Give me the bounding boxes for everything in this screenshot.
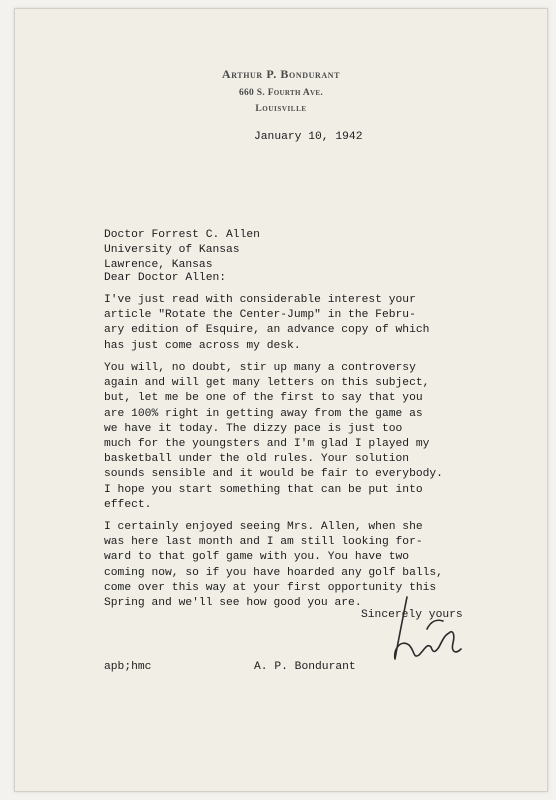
text-line: much for the youngsters and I'm glad I played my	[104, 438, 430, 451]
text-line: I certainly enjoyed seeing Mrs. Allen, when she	[104, 521, 423, 533]
text-line: ary edition of Esquire, an advance copy of which	[104, 324, 430, 337]
text-line: I've just read with considerable interest your	[104, 294, 416, 306]
recipient-line: Doctor Forrest C. Allen	[104, 229, 260, 241]
recipient-line: University of Kansas	[104, 244, 240, 257]
text-line: has just come across my desk.	[104, 339, 301, 352]
letterhead-city: Louisville	[255, 104, 307, 114]
signature-name: A. P. Bondurant	[254, 661, 356, 673]
text-line: I hope you start something that can be put into	[104, 483, 423, 496]
text-line: effect.	[104, 498, 152, 511]
salutation: Dear Doctor Allen:	[104, 272, 227, 284]
text-line: ward to that golf game with you. You have two	[104, 551, 410, 564]
letter-page	[14, 8, 548, 792]
text-line: coming now, so if you have hoarded any golf balls,	[104, 566, 443, 579]
text-line: come over this way at your first opportunity this	[104, 581, 437, 594]
handwritten-signature	[369, 589, 489, 689]
text-line: we have it today. The dizzy pace is just too	[104, 422, 403, 435]
body-paragraph-1	[104, 293, 429, 354]
letterhead-name: Arthur P. Bondurant	[221, 67, 341, 81]
text-line: sounds sensible and it would be fair to everybody.	[104, 468, 443, 481]
text-line: Spring and we'll see how good you are.	[104, 597, 362, 610]
text-line: You will, no doubt, stir up many a controversy	[104, 362, 416, 374]
text-line: again and will get many letters on this subject,	[104, 377, 430, 390]
text-line: article "Rotate the Center-Jump" in the Febru-	[104, 309, 416, 322]
closing: Sincerely yours	[361, 609, 463, 621]
recipient-line: Lawrence, Kansas	[104, 259, 213, 272]
text-line: was here last month and I am still looking for-	[104, 536, 423, 549]
body-paragraph-2	[104, 361, 443, 513]
typist-initials: apb;hmc	[104, 661, 152, 673]
text-line: are 100% right in getting away from the game as	[104, 407, 423, 420]
recipient-address	[104, 228, 260, 274]
letterhead-address: 660 S. Fourth Ave.	[238, 88, 324, 98]
letter-date: January 10, 1942	[254, 131, 363, 143]
text-line: but, let me be one of the first to say that you	[104, 392, 423, 405]
text-line: basketball under the old rules. Your solution	[104, 453, 410, 466]
